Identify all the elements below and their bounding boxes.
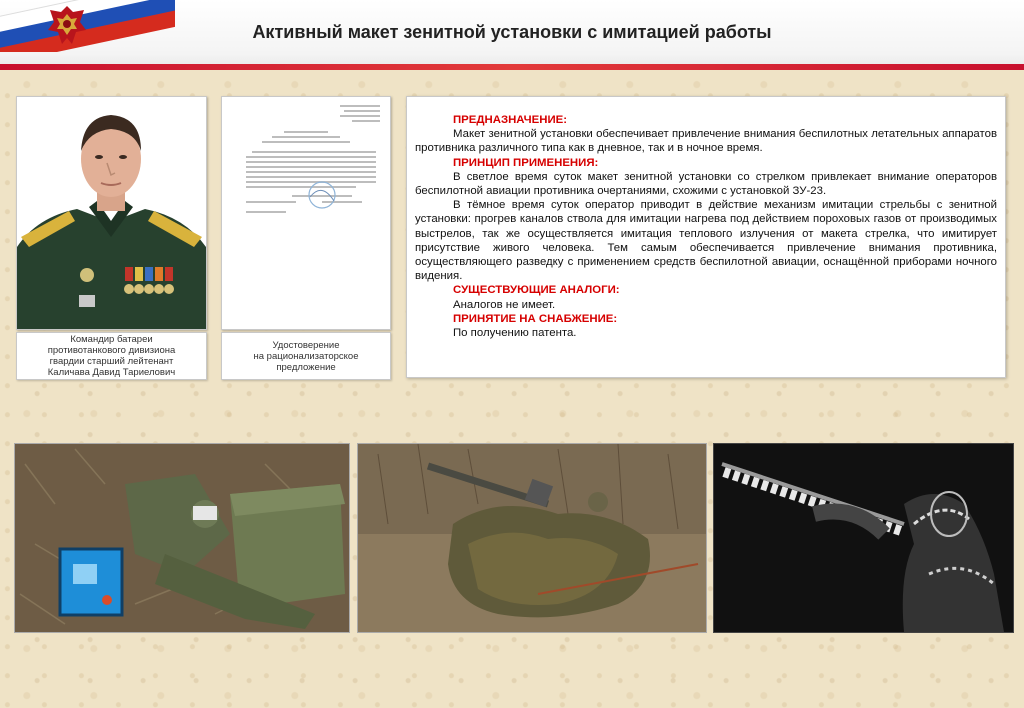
- analogs-heading: СУЩЕСТВУЮЩИЕ АНАЛОГИ:: [453, 284, 620, 297]
- caption-line: предложение: [276, 361, 336, 373]
- portrait-photo: [16, 96, 207, 330]
- caption-line: Командир батареи: [70, 334, 153, 345]
- supply-text: По получению патента.: [453, 327, 577, 340]
- principle-text-day: В светлое время суток макет зенитной установки со стрелком привлекает внимание операторов беспилотной авиации противника очертаниями, схожими с установкой ЗУ-23.: [415, 170, 997, 198]
- header-bar: [0, 0, 1024, 68]
- thermal-night-photo: [713, 443, 1014, 633]
- analogs-text: Аналогов не имеет.: [453, 298, 556, 311]
- principle-text-night: В тёмное время суток оператор приводит в действие механизм имитации стрельбы с зенитной установки: прогрев каналов ствола для имитации нагрева под действием пороховых газов от производимых выстрелов, так же осуществляется имитация теплового излучения от макета стрелка, что имитирует присутствие живого человека. Тем самым обеспечивается привлечение внимания противника, осуществляющего разведку с применением средств беспилотной авиации, оснащённой приборами ночного видения.: [415, 199, 997, 283]
- description-panel: [406, 96, 1006, 378]
- certificate-document-image: [221, 96, 391, 330]
- caption-line: Удостоверение: [272, 339, 340, 351]
- caption-line: противотанкового дивизиона: [47, 345, 176, 356]
- field-photo-soldier-mockup: [14, 443, 350, 633]
- page-title: Активный макет зенитной установки с имитацией работы: [252, 22, 772, 42]
- caption-line: на рационализаторское: [253, 350, 359, 362]
- header-divider: [0, 64, 1024, 70]
- certificate-caption: [221, 332, 391, 380]
- purpose-text: Макет зенитной установки обеспечивает привлечение внимания беспилотных летательных аппаратов противника различного типа как в дневное, так и в ночное время.: [415, 128, 997, 155]
- supply-heading: ПРИНЯТИЕ НА СНАБЖЕНИЕ:: [453, 312, 618, 325]
- caption-line: гвардии старший лейтенант: [49, 356, 174, 367]
- purpose-heading: ПРЕДНАЗНАЧЕНИЕ:: [453, 114, 568, 126]
- caption-line: Каличава Давид Тариелович: [47, 367, 176, 378]
- principle-heading: ПРИНЦИП ПРИМЕНЕНИЯ:: [453, 156, 599, 169]
- field-photo-camouflaged-mockup: [357, 443, 707, 633]
- portrait-caption: [16, 332, 207, 380]
